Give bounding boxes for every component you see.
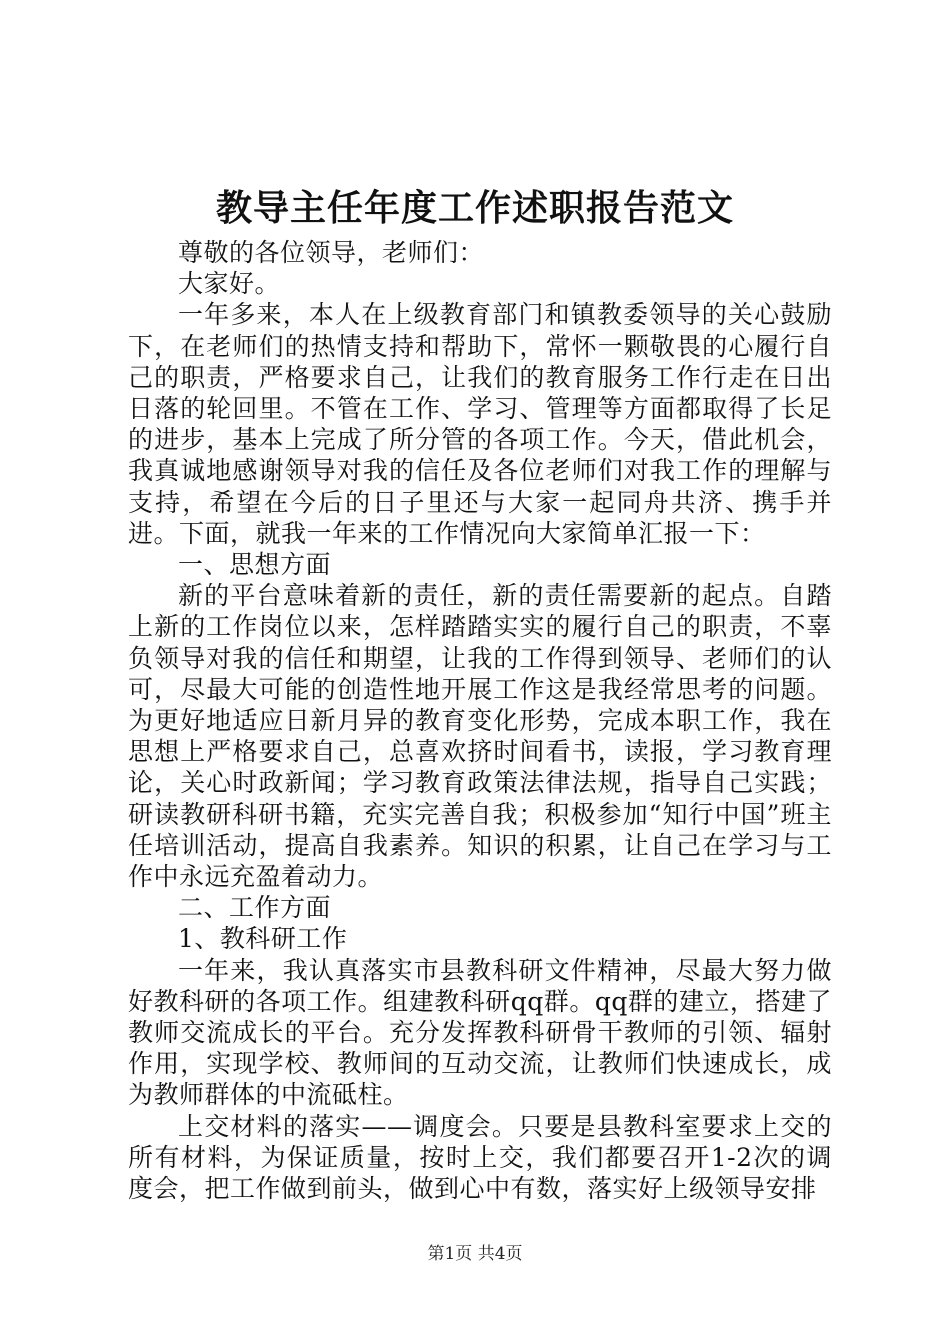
paragraph-intro: 一年多来，本人在上级教育部门和镇教委领导的关心鼓励下，在老师们的热情支持和帮助下，常怀一颗敬畏的心履行自己的职责，严格要求自己，让我们的教育服务工作行走在日出日落的轮回里。不管在工作、学习、管理等方面都取得了长足的进步，基本上完成了所分管的各项工作。今天，借此机会，我真诚地感谢领导对我的信任及各位老师们对我工作的理解与支持，希望在今后的日子里还与大家一起同舟共济、携手并进。下面，就我一年来的工作情况向大家简单汇报一下： <box>128 300 832 548</box>
section-heading-work: 二、工作方面 <box>178 893 332 923</box>
page-footer: 第1页 共4页 <box>427 1244 523 1264</box>
document-body <box>128 237 832 1204</box>
paragraph-research: 一年来，我认真落实市县教科研文件精神，尽最大努力做好教科研的各项工作。组建教科研qq群。qq群的建立，搭建了教师交流成长的平台。充分发挥教科研骨干教师的引领、辐射作用，实现学校、教师间的互动交流，让教师们快速成长，成为教师群体的中流砥柱。 <box>128 955 832 1110</box>
paragraph-thought: 新的平台意味着新的责任，新的责任需要新的起点。自踏上新的工作岗位以来，怎样踏踏实实的履行自己的职责，不辜负领导对我的信任和期望，让我的工作得到领导、老师们的认可，尽最大可能的创造性地开展工作这是我经常思考的问题。为更好地适应日新月异的教育变化形势，完成本职工作，我在思想上严格要求自己，总喜欢挤时间看书，读报，学习教育理论，关心时政新闻；学习教育政策法律法规，指导自己实践；研读教研科研书籍，充实完善自我；积极参加“知行中国”班主任培训活动，提高自我素养。知识的积累，让自己在学习与工作中永远充盈着动力。 <box>128 581 832 892</box>
subsection-heading-research: 1、教科研工作 <box>178 924 348 954</box>
document-title: 教导主任年度工作述职报告范文 <box>215 188 734 229</box>
greeting: 大家好。 <box>178 269 281 299</box>
paragraph-materials: 上交材料的落实——调度会。只要是县教科室要求上交的所有材料，为保证质量，按时上交，我们都要召开1-2次的调度会，把工作做到前头，做到心中有数，落实好上级领导安排 <box>128 1111 832 1204</box>
salutation: 尊敬的各位领导，老师们： <box>178 238 485 267</box>
section-heading-thought: 一、思想方面 <box>178 550 332 580</box>
